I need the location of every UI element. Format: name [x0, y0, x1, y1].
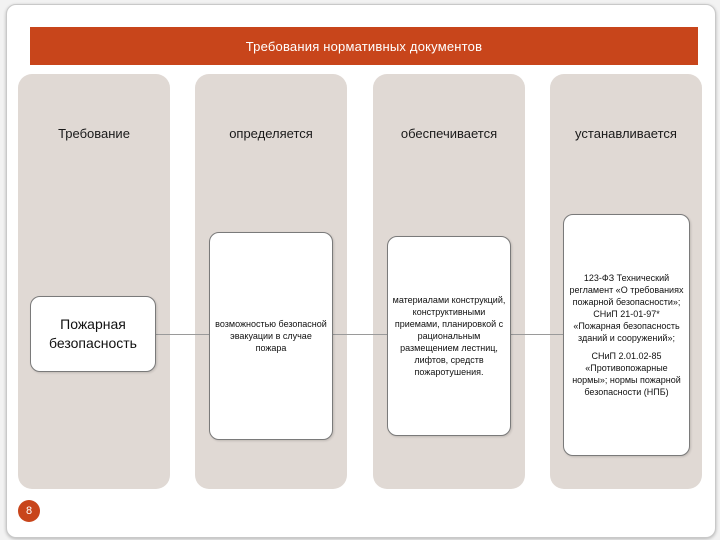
connector-3-4: [511, 334, 563, 335]
card-regulations-text-2: СНиП 2.01.02-85 «Противопожарные нормы»; нормы пожарной безопасности (НПБ): [572, 351, 681, 397]
page-number: 8: [25, 505, 33, 517]
column-header-requirement: Требование: [58, 126, 130, 141]
card-materials: [387, 236, 511, 436]
page-number-badge: [18, 500, 40, 522]
column-header-provided: обеспечивается: [400, 126, 498, 141]
connector-2-3: [333, 334, 387, 335]
card-fire-safety: [30, 296, 156, 372]
title-bar: [30, 27, 698, 65]
card-fire-safety-text: Пожарная безопасность: [49, 316, 137, 351]
card-evacuation: [209, 232, 333, 440]
card-regulations-text-1: 123-ФЗ Технический регламент «О требованиях пожарной безопасности»; СНиП 21-01-97* «Пожарная безопасность зданий и сооружений»;: [569, 273, 684, 343]
connector-1-2: [154, 334, 209, 335]
column-header-determined: определяется: [229, 126, 313, 141]
card-evacuation-text: возможностью безопасной эвакуации в случае пожара: [215, 319, 327, 353]
slide-title: Требования нормативных документов: [245, 38, 483, 54]
column-header-established: устанавливается: [575, 126, 677, 141]
card-regulations: [563, 214, 690, 456]
card-materials-text: материалами конструкций, конструктивными приемами, планировкой с рациональным размещением лестниц, лифтов, средств пожаротушения.: [392, 295, 506, 377]
